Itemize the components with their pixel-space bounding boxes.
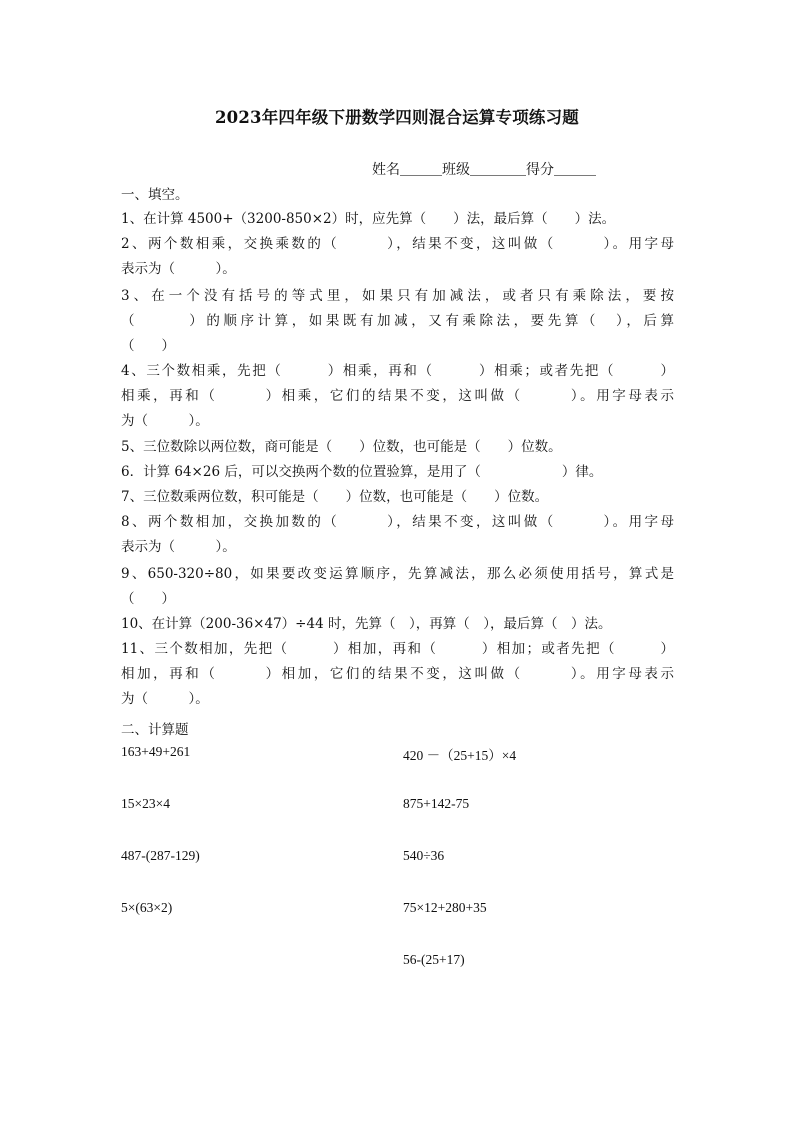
question-8 [121,510,674,560]
calc-problem: 75×12+280+35 [403,900,487,915]
question-1 [121,207,674,232]
section-1-heading: 一、填空。 [121,187,189,203]
question-line: 6．计算 64×26 后，可以交换两个数的位置验算，是用了（ ）律。 [121,464,603,480]
question-line: 4、三个数相乘，先把（ ）相乘，再和（ ）相乘；或者先把（ ） [121,363,674,379]
calc-problem: 540÷36 [403,848,445,863]
question-4 [121,359,674,434]
page-title: 2023年四年级下册数学四则混合运算专项练习题 [214,108,580,127]
calc-problem: 163+49+261 [121,744,191,759]
question-line: 7、三位数乘两位数，积可能是（ ）位数，也可能是（ ）位数。 [121,489,549,505]
question-line: 1、在计算 4500+（3200-850×2）时，应先算（ ）法，最后算（ ）法。 [121,211,616,227]
question-line: 10、在计算（200-36×47）÷44 时，先算（ ），再算（ ），最后算（ ）法。 [121,616,612,632]
question-6 [121,460,674,485]
question-line: 3、在一个没有括号的等式里，如果只有加减法，或者只有乘除法，要按 [121,288,674,304]
question-line: 相加，再和（ ）相加，它们的结果不变，这叫做（ ）。用字母表示 [121,666,674,682]
question-line: 表示为（ ）。 [121,539,236,555]
question-line: （ ） [121,591,175,607]
question-line: 为（ ）。 [121,691,209,707]
question-line: 11、三个数相加，先把（ ）相加，再和（ ）相加；或者先把（ ） [121,641,674,657]
calc-problem: 15×23×4 [121,796,170,811]
question-10 [121,612,674,637]
question-11 [121,637,674,712]
question-7 [121,485,674,510]
question-3 [121,284,674,359]
calc-problem: 420 －（25+15）×4 [403,748,517,763]
question-line: 2、两个数相乘，交换乘数的（ ），结果不变，这叫做（ ）。用字母 [121,236,674,252]
question-9 [121,562,674,612]
question-line: 8、两个数相加，交换加数的（ ），结果不变，这叫做（ ）。用字母 [121,514,674,530]
student-info-line: 姓名＿＿＿班级＿＿＿＿得分＿＿＿ [372,162,596,178]
calc-problem: 5×(63×2) [121,900,173,915]
question-line: 5、三位数除以两位数，商可能是（ ）位数，也可能是（ ）位数。 [121,439,562,455]
question-line: （ ）的顺序计算，如果既有加减，又有乘除法，要先算（ ），后算 [121,313,674,329]
section-2-heading: 二、计算题 [121,722,189,738]
calc-problem: 56-(25+17) [403,952,465,967]
question-line: 相乘，再和（ ）相乘，它们的结果不变，这叫做（ ）。用字母表示 [121,388,674,404]
question-line: 为（ ）。 [121,413,209,429]
question-5 [121,435,674,460]
calc-problem: 875+142-75 [403,796,470,811]
question-line: （ ） [121,338,175,354]
calc-problem: 487-(287-129) [121,848,200,863]
question-line: 表示为（ ）。 [121,261,236,277]
question-2 [121,232,674,282]
question-line: 9、650-320÷80，如果要改变运算顺序，先算减法，那么必须使用括号，算式是 [121,566,674,582]
